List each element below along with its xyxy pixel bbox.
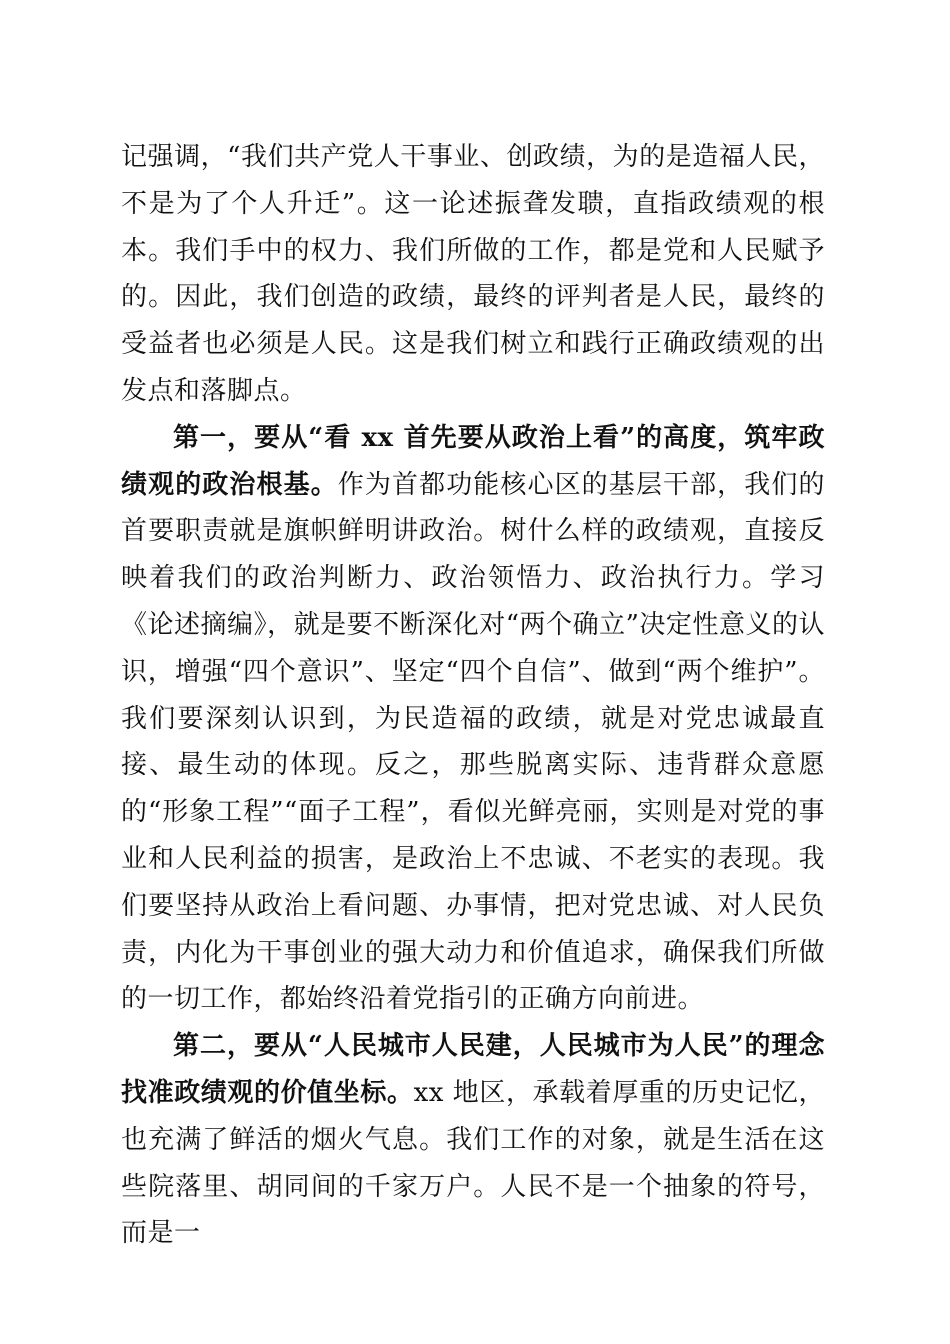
paragraph-text: 作为首都功能核心区的基层干部，我们的首要职责就是旗帜鲜明讲政治。树什么样的政绩观，直接反映着我们的政治判断力、政治领悟力、政治执行力。学习《论述摘编》，就是要不断深化对“两个确立”决定性意义的认识，增强“四个意识”、坚定“四个自信”、做到“两个维护”。我们要深刻认识到，为民造福的政绩，就是对党忠诚最直接、最生动的体现。反之，那些脱离实际、违背群众意愿的“形象工程”“面子工程”，看似光鲜亮丽，实则是对党的事业和人民利益的损害，是政治上不忠诚、不老实的表现。我们要坚持从政治上看问题、办事情，把对党忠诚、对人民负责，内化为干事创业的强大动力和价值追求，确保我们所做的一切工作，都始终沿着党指引的正确方向前进。 bbox=[121, 469, 825, 1015]
paragraph-point-one bbox=[121, 415, 825, 1023]
paragraph-intro bbox=[121, 134, 825, 415]
paragraph-text: xx 地区，承载着厚重的历史记忆，也充满了鲜活的烟火气息。我们工作的对象，就是生活在这些院落里、胡同间的千家万户。人民不是一个抽象的符号，而是一 bbox=[121, 1077, 825, 1249]
paragraph-text: 记强调，“我们共产党人干事业、创政绩，为的是造福人民，不是为了个人升迁”。这一论述振聋发聩，直指政绩观的根本。我们手中的权力、我们所做的工作，都是党和人民赋予的。因此，我们创造的政绩，最终的评判者是人民，最终的受益者也必须是人民。这是我们树立和践行正确政绩观的出发点和落脚点。 bbox=[121, 142, 825, 406]
paragraph-point-two bbox=[121, 1023, 825, 1257]
document-body bbox=[121, 134, 825, 1257]
paragraph-lead: 第一，要从“看 xx 首先要从政治上看”的高度，筑牢政绩观的政治根基。 bbox=[121, 422, 825, 500]
paragraph-lead: 第二，要从“人民城市人民建，人民城市为人民”的理念找准政绩观的价值坐标。 bbox=[121, 1031, 825, 1108]
